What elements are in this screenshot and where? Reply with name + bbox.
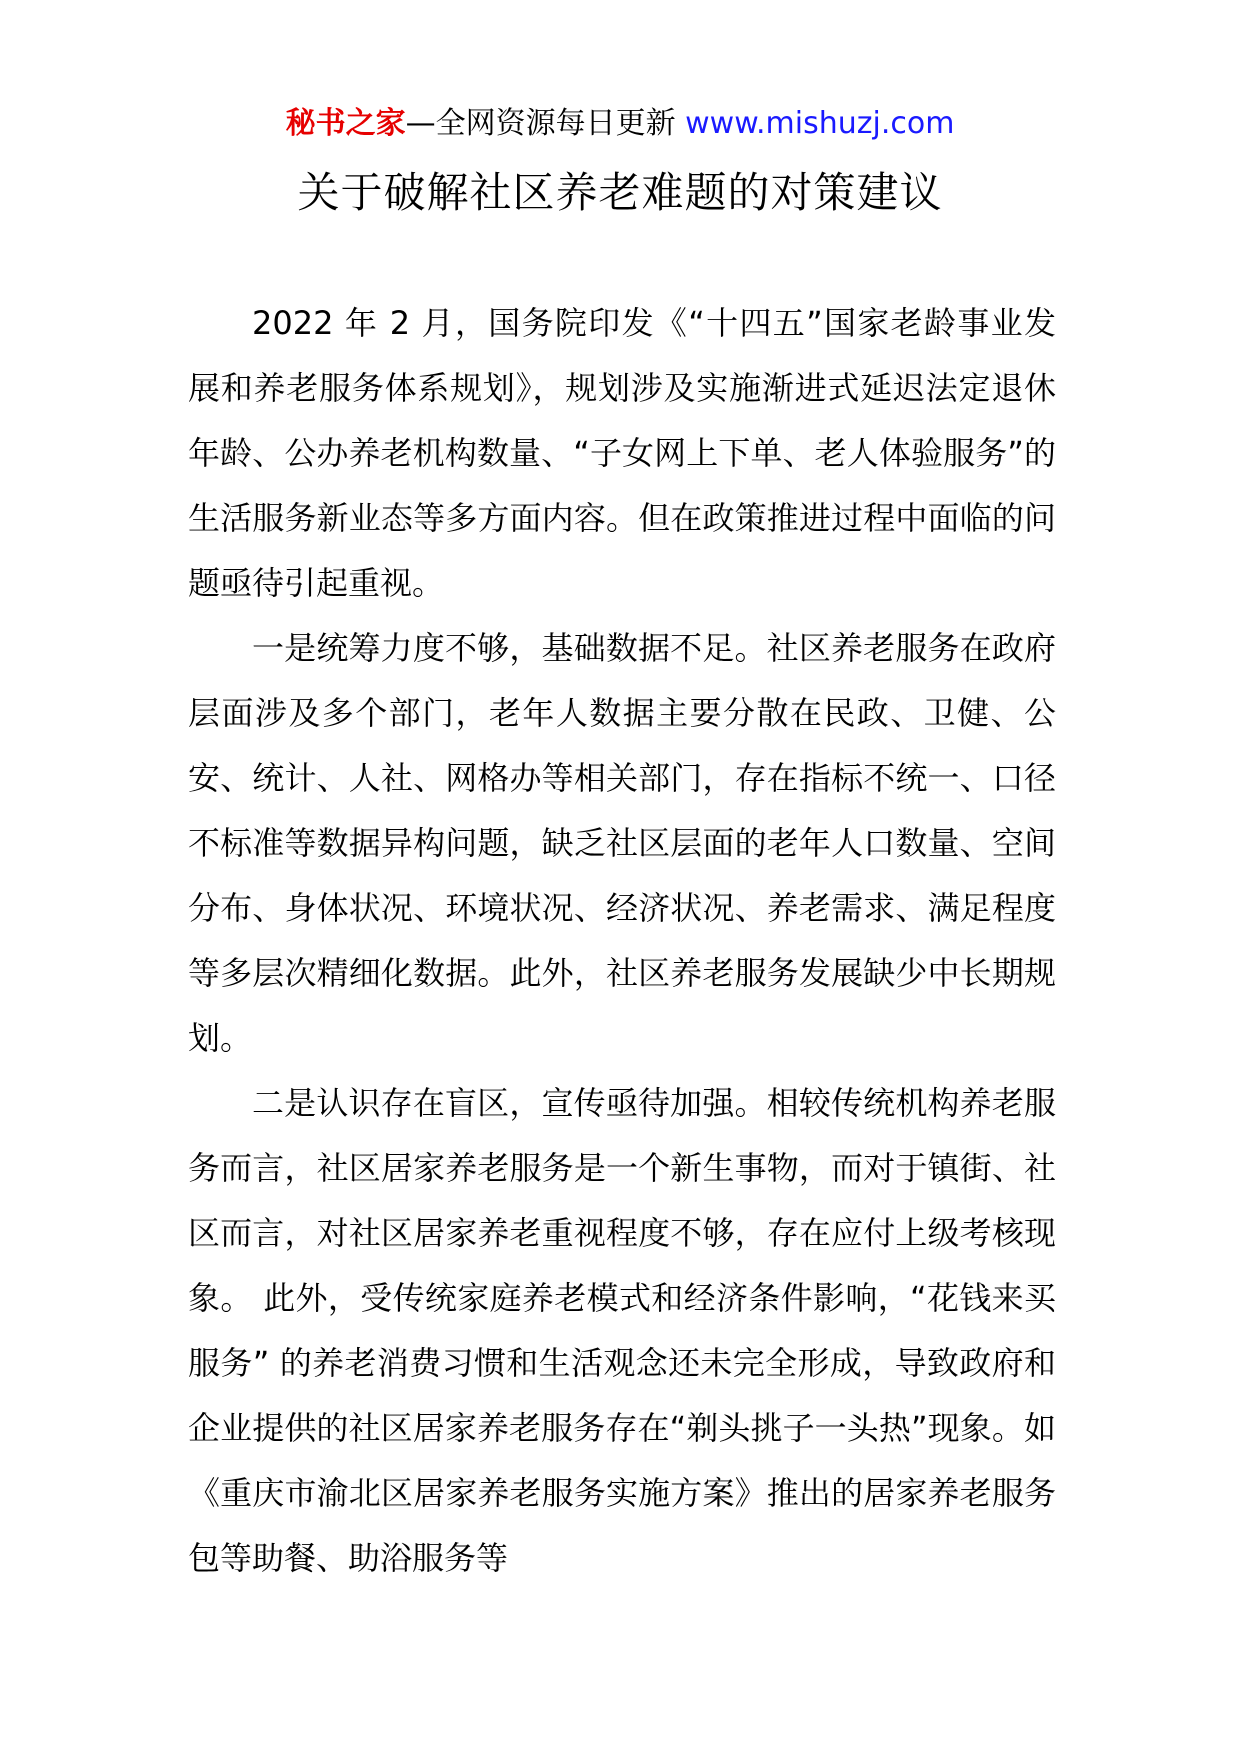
site-tagline: —全网资源每日更新: [405, 106, 676, 141]
paragraph-intro: 2022 年 2 月，国务院印发《“十四五”国家老龄事业发展和养老服务体系规划》，规划涉及实施渐进式延迟法定退休年龄、公办养老机构数量、“子女网上下单、老人体验服务”的生活服务新业态等多方面内容。但在政策推进过程中面临的问题亟待引起重视。: [188, 304, 1056, 602]
document-title: 关于破解社区养老难题的对策建议: [297, 168, 943, 217]
paragraph-point-one: 一是统筹力度不够，基础数据不足。社区养老服务在政府层面涉及多个部门，老年人数据主要分散在民政、卫健、公安、统计、人社、网格办等相关部门，存在指标不统一、口径不标准等数据异构问题，缺乏社区层面的老年人口数量、空间分布、身体状况、环境状况、经济状况、养老需求、满足程度等多层次精细化数据。此外，社区养老服务发展缺少中长期规划。: [188, 629, 1056, 1057]
paragraph-point-two: 二是认识存在盲区，宣传亟待加强。相较传统机构养老服务而言，社区居家养老服务是一个新生事物，而对于镇街、社区而言，对社区居家养老重视程度不够，存在应付上级考核现象。 此外，受传统家庭养老模式和经济条件影响，“花钱来买服务” 的养老消费习惯和生活观念还未完全形成，导致政府和企业提供的社区居家养老服务存在“剃头挑子一头热”现象。如《重庆市渝北区居家养老服务实施方案》推出的居家养老服务包等助餐、助浴服务等: [188, 1084, 1056, 1577]
site-header: [0, 104, 1240, 144]
site-brand: 秘书之家: [285, 106, 406, 141]
document-body: [188, 291, 1056, 1591]
site-url-link[interactable]: www.mishuzj.com: [685, 106, 955, 141]
